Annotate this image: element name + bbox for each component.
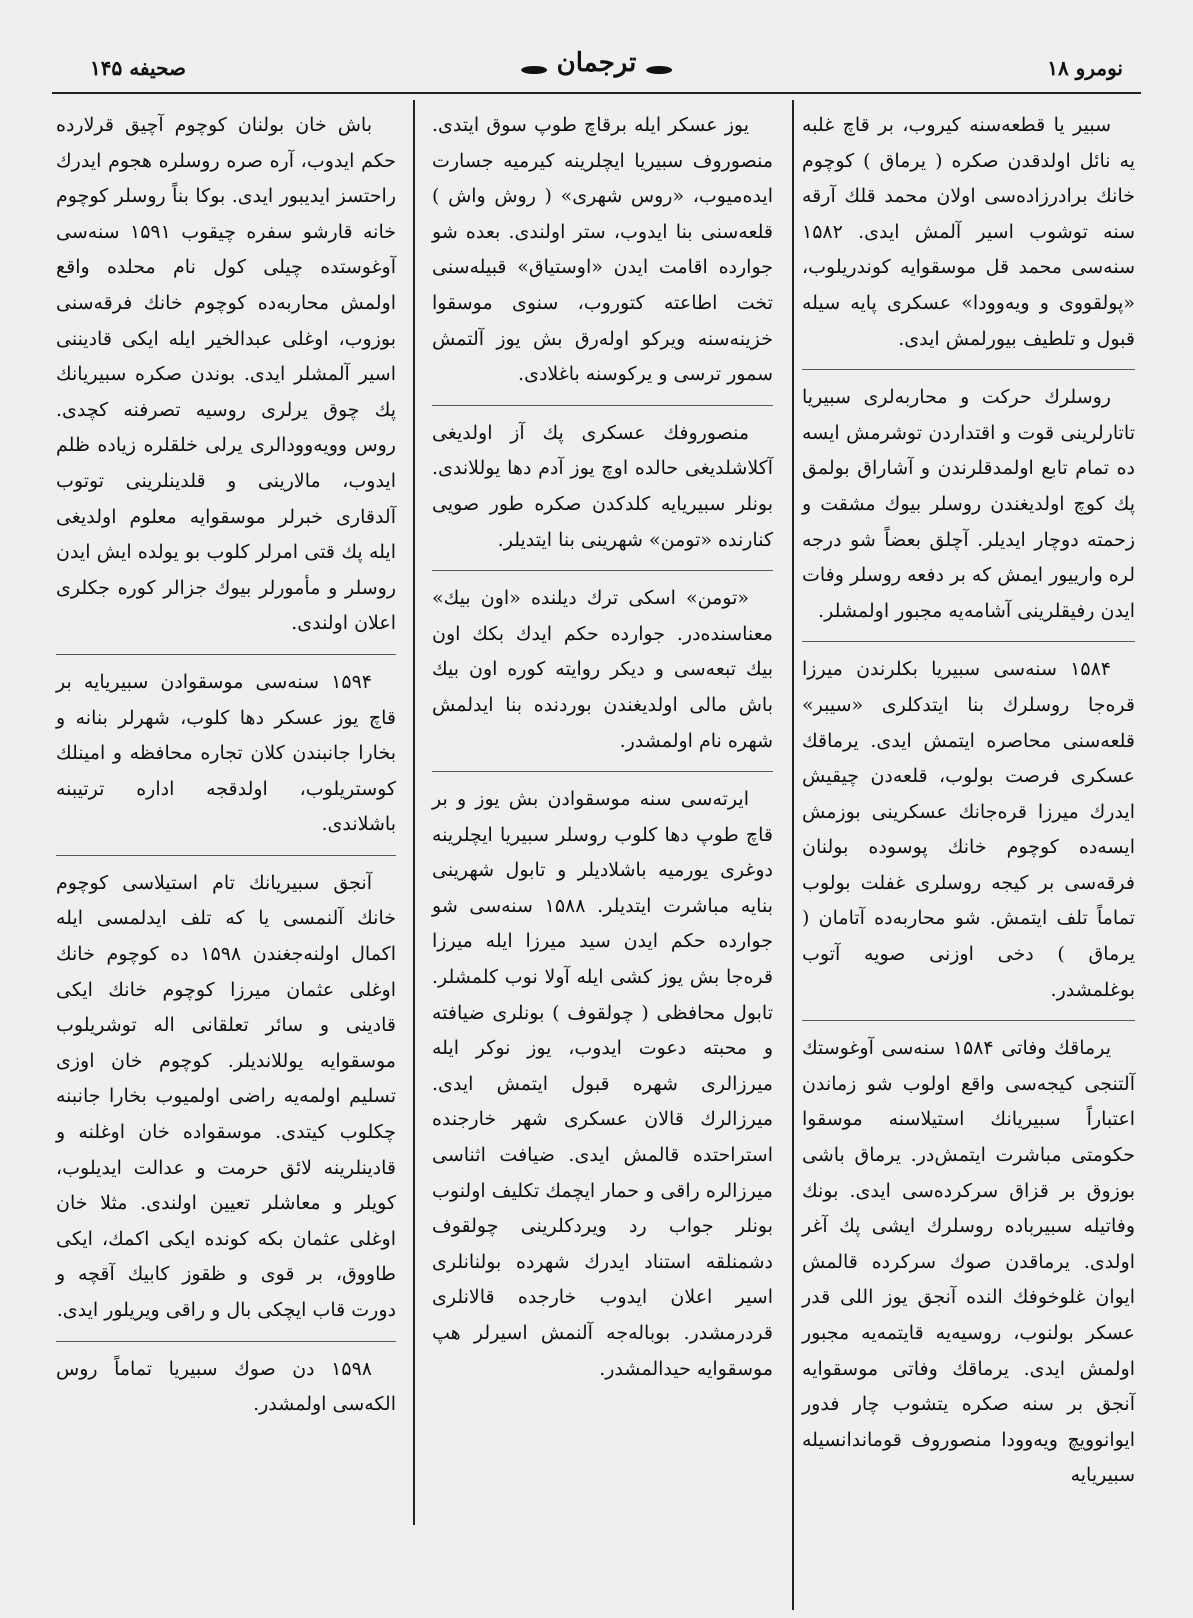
column-middle — [432, 108, 773, 1387]
paragraph: «تومن» اسکی ترك دیلنده «اون بیك» معناسنده‌در. جوارده حکم ایدك بکك اون بیك تبعه‌سی و دیکر روایته کوره اون بیك باش مالی اولدیغندن بوردنده بنا ایدلمش شهره نام اولمشدر. — [432, 570, 773, 759]
paragraph: باش خان بولنان کوچوم آچیق قرلارده حکم ایدوب، آره صره روسلره هجوم ایدرك راحتسز ایدیبور ایدی. بوکا بناً روسلر کوچوم خانه قارشو سفره چیقوب ۱۵۹۱ سنه‌سی آوغوستده چیلی کول نام محلده واقع اولمش محاربه‌ده کوچوم خانك فرقه‌سنی بوزوب، اوغلی عبدالخیر ایله ایکی قادیننی اسیر آلمشلر ایدی. بوندن صکره سبیریانك پك چوق یرلری روسیه تصرفنه کچدی. روس وویه‌وودالری یرلی خلقلره زیاده ظلم ایدوب، مالارینی و قلدینلرینی توتوب آلدقاری خبرلر موسقوایه معلوم اولدیغی ایله پك قتی امرلر کلوب بو یولده ایش ایدن روسلر و مأمورلر بیوك جزالر کوره جکلری اعلان اولندی. — [56, 114, 396, 635]
paragraph: روسلرك حرکت و محاربه‌لری سبیریا تاتارلرینی قوت و اقتداردن توشرمش ایسه ده تمام تابع اولمدقلرندن و آشاراق بولمق پك کوچ اولدیغندن روسلر بیوك مشقت و زحمته دوچار ایدیلر. آچلق بعضاً شو درجه لره وارییور ایمش که بر دفعه روسلر وفات ایدن رفیقلرینی آشامه‌یه مجبور اولمشلر. — [802, 369, 1135, 629]
page-number: صحیفه ۱۴۵ — [90, 56, 186, 80]
column-left — [56, 108, 396, 1423]
column-right — [802, 108, 1135, 1494]
issue-number: نومرو ۱۸ — [1047, 56, 1123, 80]
header-rule — [52, 92, 1141, 94]
paragraph: آنجق سبیریانك تام استیلاسی کوچوم خانك آلنمسی یا که تلف ایدلمسی ایله اکمال اولنه‌جغندن ۱۵۹۸ ده کوچوم خانك اوغلی عثمان میرزا کوچوم خانك ایکی قادینی و سائر تعلقانی اله توشریلوب موسقوایه یوللاندیلر. کوچوم خان اوزی تسلیم اولمه‌یه راضی اولمیوب بخارا جانبنه چکلوب کیتدی. موسقواده خان اوغلنه و قادینلرینه لائق حرمت و عدالت ایدیلوب، کویلر و معاشلر تعیین اولندی. مثلا خان اوغلی عثمان بکه کونده ایکی اکمك، ایکی طاووق، بر قوی و ظقوز کابیك آقچه و دورت قاب ایچکی بال و راقی ویریلور ایدی. — [56, 855, 396, 1329]
paragraph: ۱۵۸۴ سنه‌سی سبیریا بکلرندن میرزا قره‌جا روسلرك بنا ایتدکلری «سیبر» قلعه‌سنی محاصره ایتمش ایدی. یرماقك عسکری فرصت بولوب، قلعه‌دن چیقیش ایدرك میرزا قره‌جانك عسکرینی بوزمش ایسه‌ده کوچوم خانك پوسوده بولنان فرقه‌سی بر کیجه روسلری غفلت بولوب تماماً تلف ایتمش. شو محاربه‌ده آتامان ( یرماق ) دخی اوزنی صویه آتوب بوغلمشدر. — [802, 641, 1135, 1008]
paragraph: یرماقك وفاتی ۱۵۸۴ سنه‌سی آوغوستك آلتنجی کیجه‌سی واقع اولوب شو زماندن اعتباراً سبیریانك استیلاسنه موسقوا حکومتی مباشرت ایتمش‌در. یرماق باشی بوزوق بر قزاق سرکرده‌سی ایدی. بونك وفاتیله سبیرباده روسلرك ایشی پك آغر اولدی. یرماقدن صوك سرکرده قالمش ایوان غلوخوفك النده آنجق یوز اللی قدر عسکر بولنوب، روسیه‌یه قایتمه‌یه مجبور اولمش ایدی. یرماقك وفاتی موسقوایه آنجق بر سنه صکره یتشوب چار فدور ایوانوویچ ویه‌وودا منصوروف قوماندانسیله سبیریایه — [802, 1020, 1135, 1494]
paragraph: ایرته‌سی سنه موسقوادن بش یوز و بر قاچ طوپ دها کلوب روسلر سبیریا ایچلرینه دوغری یورمیه باشلادیلر و تابول شهرینی بنایه مباشرت ایتدیلر. ۱۵۸۸ سنه‌سی شو جوارده حکم ایدن سید میرزا ایله میرزا قره‌جا بش یوز کشی ایله آولا نوب کلمشلر. تابول محافظی ( چولقوف ) بونلری ضیافته و محبته دعوت ایدوب، یوز نوکر ایله میرزالری شهره قبول ایتمش ایدی. میرزالرك قالان عسکری شهر خارجنده استراحتده قالمش ایدی. ضیافت اثناسی میرزالره راقی و حمار ایچمك تکلیف اولنوب بونلر جواب رد ویردکلرینی چولقوف دشمنلقه استناد ایدرك شهرده بولنانلری اسیر اعلان ایدوب خارجده قالانلری قردرمشدر. بوباله‌جه آلنمش اسیرلر هپ موسقوایه حیدالمشدر. — [432, 771, 773, 1387]
paragraph: یوز عسکر ایله برقاچ طوپ سوق ایتدی. منصوروف سبیریا ایچلرینه کیرمیه جسارت ایده‌میوب، «روس شهری» ( روش واش ) قلعه‌سنی بنا ایدوب، ستر اولندی. بعده شو جوارده اقامت ایدن «اوستیاق» قبیله‌سنی تخت اطاعته کتوروب، سنوی موسقوا خزینه‌سنه ویرکو اوله‌رق بش یوز آلتمش سمور ترسی و یرکوسنه باغلادی. — [432, 114, 773, 386]
paragraph: منصوروفك عسکری پك آز اولدیغی آکلاشلدیغی حالده اوچ یوز آدم دها یوللاندی. بونلر سبیریایه کلدکدن صکره طور صویی کنارنده «تومن» شهرینی بنا ایتدیلر. — [432, 405, 773, 558]
newspaper-title: ترجمان — [517, 48, 677, 78]
paragraph: سبیر یا قطعه‌سنه کیروب، بر قاچ غلبه یه نائل اولدقدن صکره ( یرماق ) کوچوم خانك برادرزاده‌سی اولان محمد قلك آرقه سنه توشوب اسیر آلمش ایدی. ۱۵۸۲ سنه‌سی محمد قل موسقوایه کوندریلوب، «پولقووی و ویه‌وودا» عسکری پایه سیله قبول و تلطیف بیورلمش ایدی. — [802, 114, 1135, 350]
paragraph: ۱۵۹۴ سنه‌سی موسقوادن سبیریایه بر قاچ یوز عسکر دها کلوب، شهرلر بنانه و بخارا جانبندن کلان تجاره محافظه و امینلك کوستریلوب، اولدقجه اداره ترتیبنه باشلاندی. — [56, 654, 396, 843]
column-divider — [413, 100, 415, 1525]
page-header — [30, 42, 1163, 92]
paragraph: ۱۵۹۸ دن صوك سبیریا تماماً روس الکه‌سی اولمشدر. — [56, 1341, 396, 1423]
column-divider — [792, 100, 794, 1610]
